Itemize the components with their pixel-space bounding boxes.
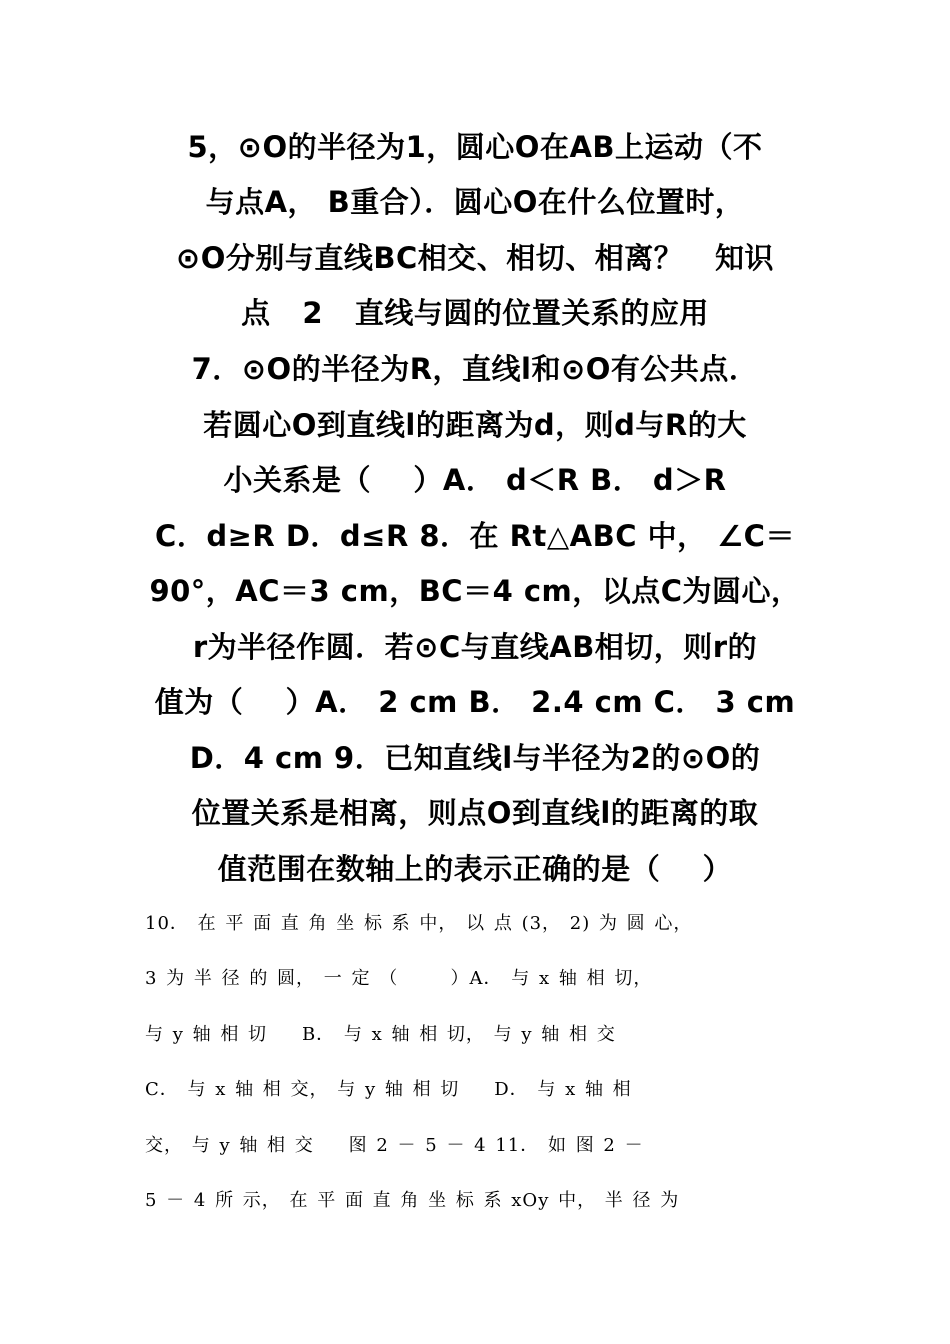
text-line-14: 值范围在数轴上的表示正确的是（ ）: [217, 852, 733, 886]
small-text-line-3: 与 y 轴 相 切 B． 与 x 轴 相 切， 与 y 轴 相 交: [145, 1024, 616, 1045]
text-line-4: 点 2 直线与圆的位置关系的应用: [241, 296, 709, 330]
small-text-line-4: C． 与 x 轴 相 交， 与 y 轴 相 切 D． 与 x 轴 相: [145, 1079, 632, 1100]
text-line-1: 5，⊙O的半径为1，圆心O在AB上运动（不: [187, 130, 763, 164]
text-line-9: 90°，AC＝3 cm，BC＝4 cm，以点C为圆心，: [149, 574, 801, 608]
text-line-13: 位置关系是相离，则点O到直线l的距离的取: [191, 796, 759, 830]
text-line-12: D．4 cm 9．已知直线l与半径为2的⊙O的: [189, 741, 761, 775]
text-line-3: ⊙O分别与直线BC相交、相切、相离？ 知识: [175, 241, 775, 275]
text-line-5: 7．⊙O的半径为R，直线l和⊙O有公共点．: [191, 352, 759, 386]
text-line-7: 小关系是（ ）A． d＜R B． d＞R: [223, 463, 727, 497]
text-line-6: 若圆心O到直线l的距离为d，则d与R的大: [203, 408, 747, 442]
text-line-2: 与点A， B重合）．圆心O在什么位置时，: [205, 185, 745, 219]
small-text-line-6: 5 － 4 所 示， 在 平 面 直 角 坐 标 系 xOy 中， 半 径 为: [145, 1190, 680, 1211]
text-line-11: 值为（ ）A． 2 cm B． 2.4 cm C． 3 cm: [154, 685, 796, 719]
text-line-8: C．d≥R D．d≤R 8．在 Rt△ABC 中， ∠C＝: [155, 519, 795, 553]
small-text-line-5: 交， 与 y 轴 相 交 图 2 － 5 － 4 11． 如 图 2 －: [145, 1135, 644, 1156]
small-text-line-1: 10． 在 平 面 直 角 坐 标 系 中， 以 点 (3， 2) 为 圆 心，: [145, 913, 693, 934]
small-text-line-2: 3 为 半 径 的 圆， 一 定 （ ）A． 与 x 轴 相 切，: [145, 968, 653, 989]
text-line-10: r为半径作圆．若⊙C与直线AB相切，则r的: [192, 630, 758, 664]
